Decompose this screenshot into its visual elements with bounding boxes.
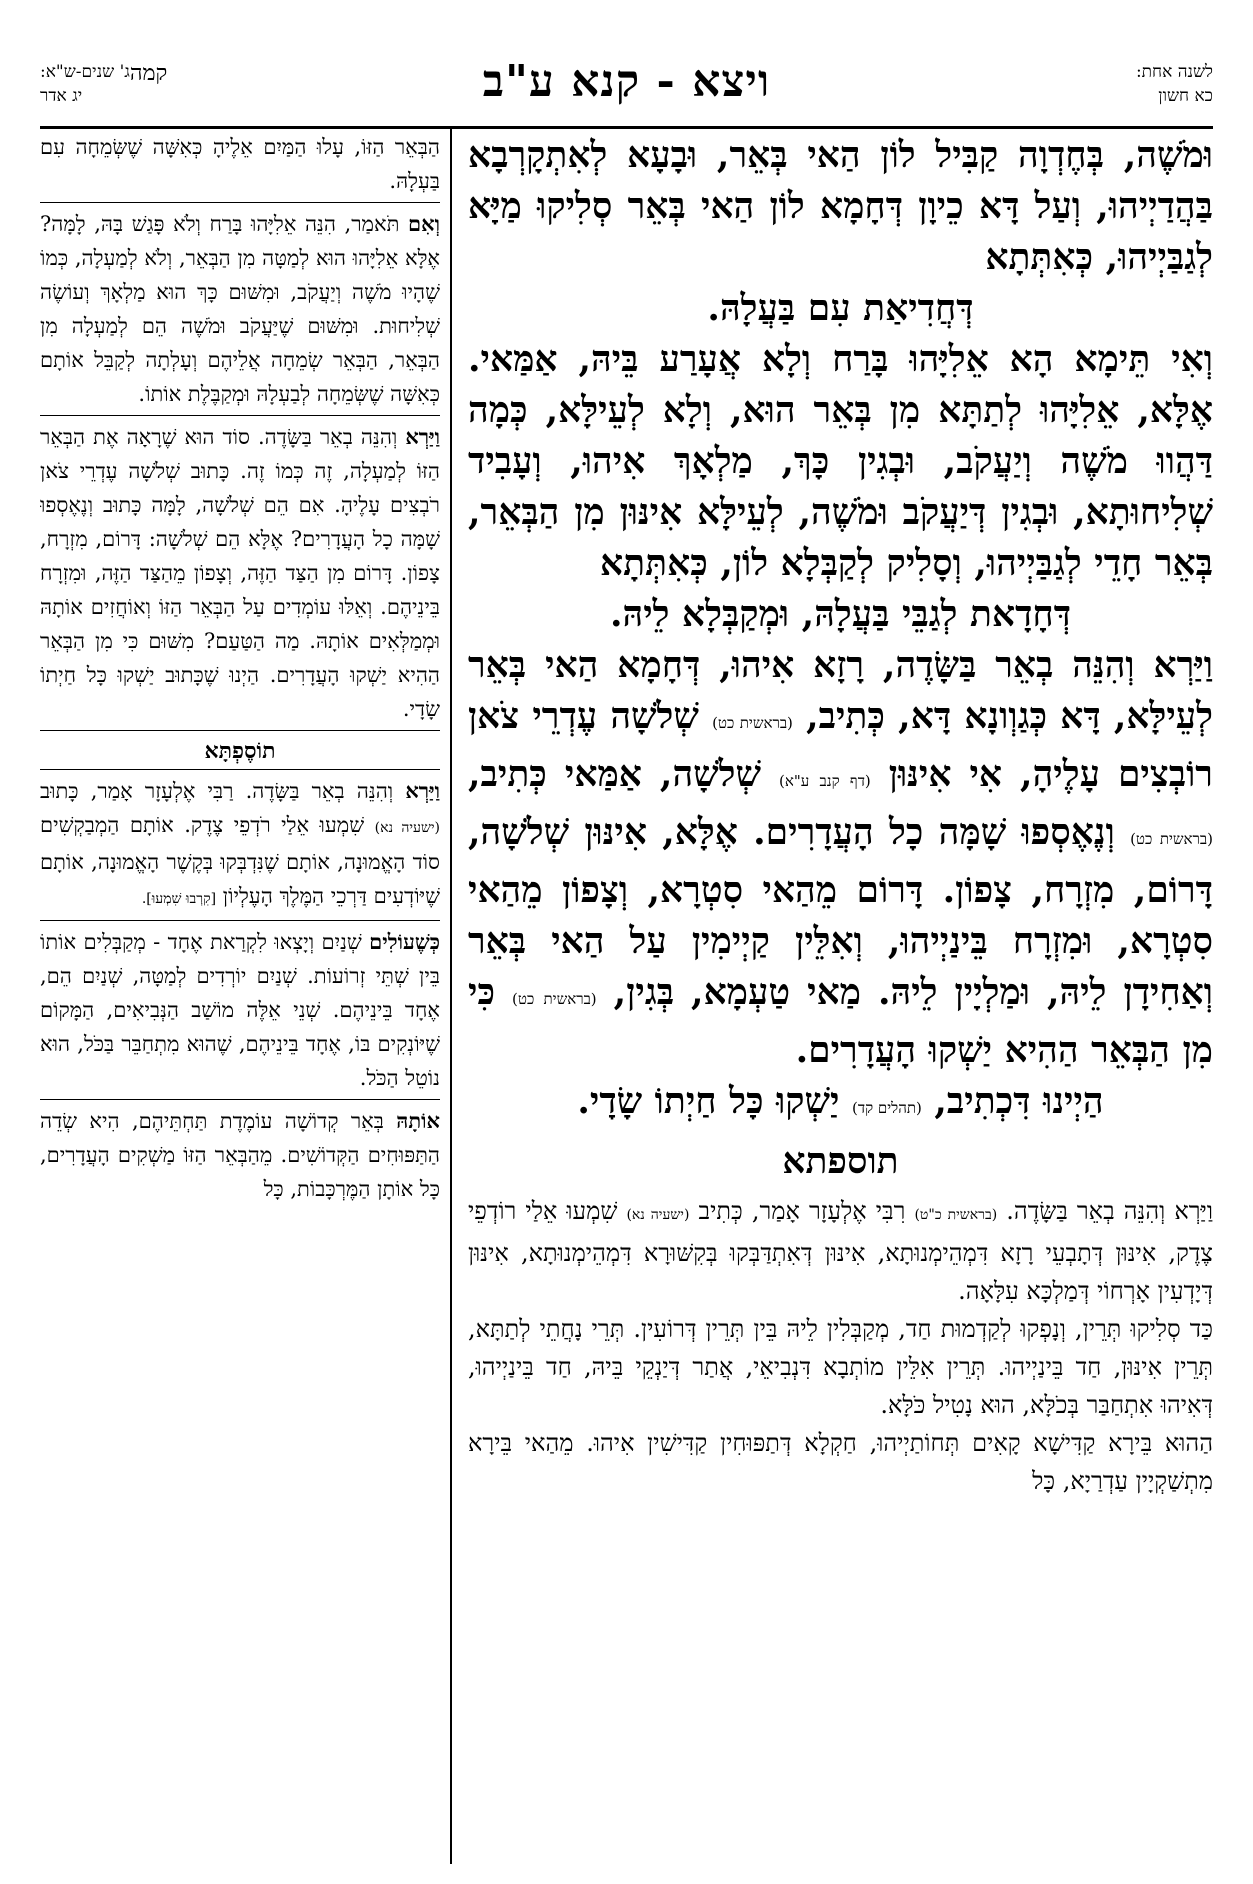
citation: (בראשית כט) bbox=[1130, 830, 1213, 848]
citation: (בראשית כ"ט) bbox=[914, 1207, 998, 1223]
page-number: קמה bbox=[129, 61, 168, 86]
translation-paragraph: וַיַּרְא וְהִנֵּה בְאֵר בַּשָּׂדֶה. רַבִּי אֶלְעָזָר אָמַר, כָּתוּב (ישעיה נא) שִׁמְעוּ אֵלַי רֹדְפֵי צֶדֶק. אוֹתָם הַמְבַקְשִׁים סוֹד הָאֱמוּנָה, אוֹתָם שֶׁנִּדְבְּקוּ בְּקֶשֶׁר הָאֱמוּנָה, אוֹתָם שֶׁיּוֹדְעִים דַּרְכֵי הַמֶּלֶךְ הָעֶלְיוֹן [קִרְבוּ שִׁמְעוּ]. bbox=[40, 774, 440, 921]
main-paragraph-end: דְּחֲדִיאַת עִם בַּעֲלָהּ. bbox=[707, 287, 974, 329]
tosefta-paragraph: כַּד סְלִיקוּ תְּרֵין, וְנָפְקוּ לְקַדְמוּת חַד, מְקַבְּלִין לֵיהּ בֵּין תְּרֵין דְּרוֹעִין. תְּרֵי נָחֲתֵי לְתַתָּא, תְּרֵין אִינּוּן, חַד בֵּינַיְיהוּ. תְּרֵין אִלֵּין מוֹתְבָא דִּנְבִיאֵי, אֲתַר דְּיַנְקֵי בֵּיהּ, חַד בֵּינַיְיהוּ, דְּאִיהוּ אִתְחַבַּר בְּכֹלָּא, הוּא נָטִיל כֹּלָּא. bbox=[468, 1315, 1213, 1419]
main-paragraph: וַיַּרְא וְהִנֵּה בְאֵר בַּשָּׂדֶה, רָזָא אִיהוּ, דְּחָמָא הַאי בְּאֵר לְעֵילָּא, דָּא כְּגַוְונָא דָּא, כְּתִיב, (בראשית כט) שְׁלֹשָׁה עֶדְרֵי צֹאן רוֹבְצִים עָלֶיהָ, אִי אִינּוּן (דף קנב ע"א) שְׁלֹשָׁה, אַמַּאי כְּתִיב, (בראשית כט) וְנֶאֶסְפוּ שָׁמָּה כָל הָעֲדָרִים. אֶלָּא, אִינּוּן שְׁלֹשָׁה, דָּרוֹם, מִזְרָח, צָפוֹן. דָּרוֹם מֵהַאי סִטְרָא, וְצָפוֹן מֵהַאי סִטְרָא, וּמִזְרָח בֵּינַיְיהוּ, וְאִלֵּין קַיְימִין עַל הַאי בְּאֵר וְאַחִידָן לֵיהּ, וּמַלְיָין לֵיהּ. מַאי טַעְמָא, בְּגִין, (בראשית כט) כִּי מִן הַבְּאֵר הַהִיא יַשְׁקוּ הָעֲדָרִים. bbox=[468, 644, 1213, 1071]
tosefta-section bbox=[468, 1192, 1213, 1500]
main-column bbox=[468, 130, 1213, 1870]
header-rule bbox=[40, 126, 1213, 129]
page-title: ויצא - קנא ע"ב bbox=[482, 56, 771, 107]
schedule-date-three-year: יג אדר bbox=[40, 86, 83, 106]
schedule-date-one-year: כא חשון bbox=[1158, 86, 1213, 106]
main-paragraph-end: הַיְינוּ דִּכְתִיב, (תהלים קד) יַשְׁקוּ כָּל חַיְתוֹ שָׂדָי. bbox=[577, 1080, 1104, 1122]
citation: (ישעיה נא) bbox=[626, 1207, 690, 1223]
tosefta-paragraph: הַהוּא בֵּירָא קַדִּישָׁא קָאִים תְּחוֹתַיְיהוּ, חַקְלָא דְּתַפּוּחִין קַדִּישִׁין אִיהוּ. מֵהַאי בֵּירָא מִתְשַׁקְיָין עַדְרַיָא, כָּל bbox=[468, 1429, 1213, 1495]
study-schedule-three-year bbox=[40, 60, 207, 108]
schedule-label-three-year: ג' שנים-ש"א: bbox=[40, 62, 130, 82]
main-paragraph-end: דְּחָדָאת לְגַבֵּי בַּעֲלָהּ, וּמְקַבְּלָא לֵיהּ. bbox=[609, 593, 1072, 635]
citation: (בראשית כט) bbox=[712, 714, 793, 732]
schedule-label-one-year: לשנה אחת: bbox=[1135, 62, 1213, 82]
bracket-note: [קִרְבוּ שִׁמְעוּ]. bbox=[141, 891, 217, 907]
translation-column bbox=[40, 130, 440, 1870]
citation: (תהלים קד) bbox=[852, 1099, 922, 1117]
page-header bbox=[40, 52, 1213, 122]
column-divider bbox=[450, 129, 452, 1864]
citation: (ישעיה נא) bbox=[374, 820, 440, 836]
citation: (בראשית כט) bbox=[512, 990, 597, 1008]
tosefta-heading: תוספתא bbox=[782, 1140, 899, 1182]
translation-paragraph: כְּשֶׁעוֹלִים שְׁנַיִם וְיָצְאוּ לִקְרַאת אֶחָד - מְקַבְּלִים אוֹתוֹ בֵּין שְׁתֵּי זְרוֹעוֹת. שְׁנַיִם יוֹרְדִים לְמַטָּה, שְׁנַיִם הֵם, אֶחָד בֵּינֵיהֶם. שְׁנֵי אֵלֶּה מוֹשַׁב הַנְּבִיאִים, הַמָּקוֹם שֶׁיּוֹנְקִים בּוֹ, אֶחָד בֵּינֵיהֶם, שֶׁהוּא מִתְחַבֵּר בַּכֹּל, הוּא נוֹטֵל הַכֹּל. bbox=[40, 925, 440, 1100]
main-paragraph: וְאִי תֵּימָא הָא אֵלִיָּהוּ בָּרַח וְלָא אֲעָרַע בֵּיהּ, אַמַּאי. אֶלָּא, אֵלִיָּהוּ לְתַתָּא מִן בְּאֵר הוּא, וְלָא לְעֵילָּא, כְּמָה דַּהֲווּ מֹשֶׁה וְיַעֲקֹב, וּבְגִין כָּךְ, מַלְאָךְ אִיהוּ, וְעָבִיד שְׁלִיחוּתָא, וּבְגִין דְּיַעֲקֹב וּמֹשֶׁה, לְעֵילָּא אִינּוּן מִן הַבְּאֵר, בְּאֵר חָדֵי לְגַבַּיְיהוּ, וְסָלִיק לְקַבְּלָא לוֹן, כְּאִתְּתָא bbox=[468, 338, 1213, 584]
translation-paragraph: אוֹתָהּ בְּאֵר קְדוֹשָׁה עוֹמֶדֶת תַּחְתֵּיהֶם, הִיא שְׂדֵה הַתַּפּוּחִים הַקְּדוֹשִׁים. מֵהַבְּאֵר הַזּוֹ מַשְׁקִים הָעֲדָרִים, כָּל אוֹתָן הַמֶּרְכָּבוֹת, כָּל bbox=[40, 1108, 440, 1201]
citation: (דף קנב ע"א) bbox=[779, 772, 871, 790]
translation-paragraph: הַבְּאֵר הַזּוֹ, עָלוּ הַמַּיִם אֵלֶיהָ כְּאִשָּׁה שֶׁשְּׂמֵחָה עִם בַּעְלָהּ. bbox=[40, 130, 440, 203]
main-paragraph: וּמֹשֶׁה, בְּחֶדְוָה קַבִּיל לוֹן הַאי בְּאֵר, וּבָעָא לְאִתְקָרְבָא בַּהֲדַיְיהוּ, וְעַל דָּא כֵיוָן דְּחָמָא לוֹן הַאי בְּאֵר סְלִיקוּ מַיָּא לְגַבַּיְיהוּ, כְּאִתְּתָא bbox=[468, 134, 1213, 278]
tosefta-paragraph: וַיַּרְא וְהִנֵּה בְאֵר בַּשָּׂדֶה. (בראשית כ"ט) רִבִּי אֶלְעָזָר אָמַר, כְּתִיב (ישעיה נא) שִׁמְעוּ אֵלַי רוֹדְפֵי צֶדֶק, אִינּוּן דְּתָבְעֵי רָזָא דִּמְהֵימְנוּתָא, אִינּוּן דְּאִתְדַּבְּקוּ בְּקִשּׁוּרָא דִּמְהֵימְנוּתָא, אִינּוּן דְּיָדְעִין אָרְחוֹי דְּמַלְכָּא עִלָּאָה. bbox=[468, 1197, 1213, 1305]
translation-paragraph: וְאִם תֹּאמַר, הִנֵּה אֵלִיָּהוּ בָּרַח וְלֹא פָּגַשׁ בָּהּ, לָמָּה? אֶלָּא אֵלִיָּהוּ הוּא לְמַטָּה מִן הַבְּאֵר, וְלֹא לְמַעְלָה, כְּמוֹ שֶׁהָיוּ מֹשֶׁה וְיַעֲקֹב, וּמִשּׁוּם כָּךְ הוּא מַלְאָךְ וְעוֹשֶׂה שְׁלִיחוּת. וּמִשּׁוּם שֶׁיַּעֲקֹב וּמֹשֶׁה הֵם לְמַעְלָה מִן הַבְּאֵר, הַבְּאֵר שְׂמֵחָה אֲלֵיהֶם וְעָלְתָה לְקַבֵּל אוֹתָם כְּאִשָּׁה שֶׁשְּׂמֵחָה לְבַעְלָהּ וּמְקַבֶּלֶת אוֹתוֹ. bbox=[40, 207, 440, 416]
translation-tosefta-heading: תוֹסֶפְתָּא bbox=[40, 735, 440, 770]
translation-paragraph: וַיַּרְא וְהִנֵּה בְאֵר בַּשָּׂדֶה. סוֹד הוּא שֶׁרָאָה אֶת הַבְּאֵר הַזּוֹ לְמַעְלָה, זֶה כְּמוֹ זֶה. כָּתוּב שְׁלֹשָׁה עֶדְרֵי צֹאן רֹבְצִים עָלֶיהָ. אִם הֵם שְׁלֹשָׁה, לָמָּה כָּתוּב וְנֶאֶסְפוּ שָׁמָּה כָל הָעֲדָרִים? אֶלָּא הֵם שְׁלֹשָׁה: דָּרוֹם, מִזְרָח, צָפוֹן. דָּרוֹם מִן הַצַּד הַזֶּה, וְצָפוֹן מֵהַצַּד הַזֶּה, וּמִזְרָח בֵּינֵיהֶם. וְאֵלּוּ עוֹמְדִים עַל הַבְּאֵר הַזּוֹ וְאוֹחֲזִים אוֹתָהּ וּמְמַלְּאִים אוֹתָהּ. מַה הַטַּעַם? מִשּׁוּם כִּי מִן הַבְּאֵר הַהִיא יַשְׁקוּ הָעֲדָרִים. הַיְנוּ שֶׁכָּתוּב יַשְׁקוּ כָּל חַיְתוֹ שָׂדָי. bbox=[40, 420, 440, 731]
